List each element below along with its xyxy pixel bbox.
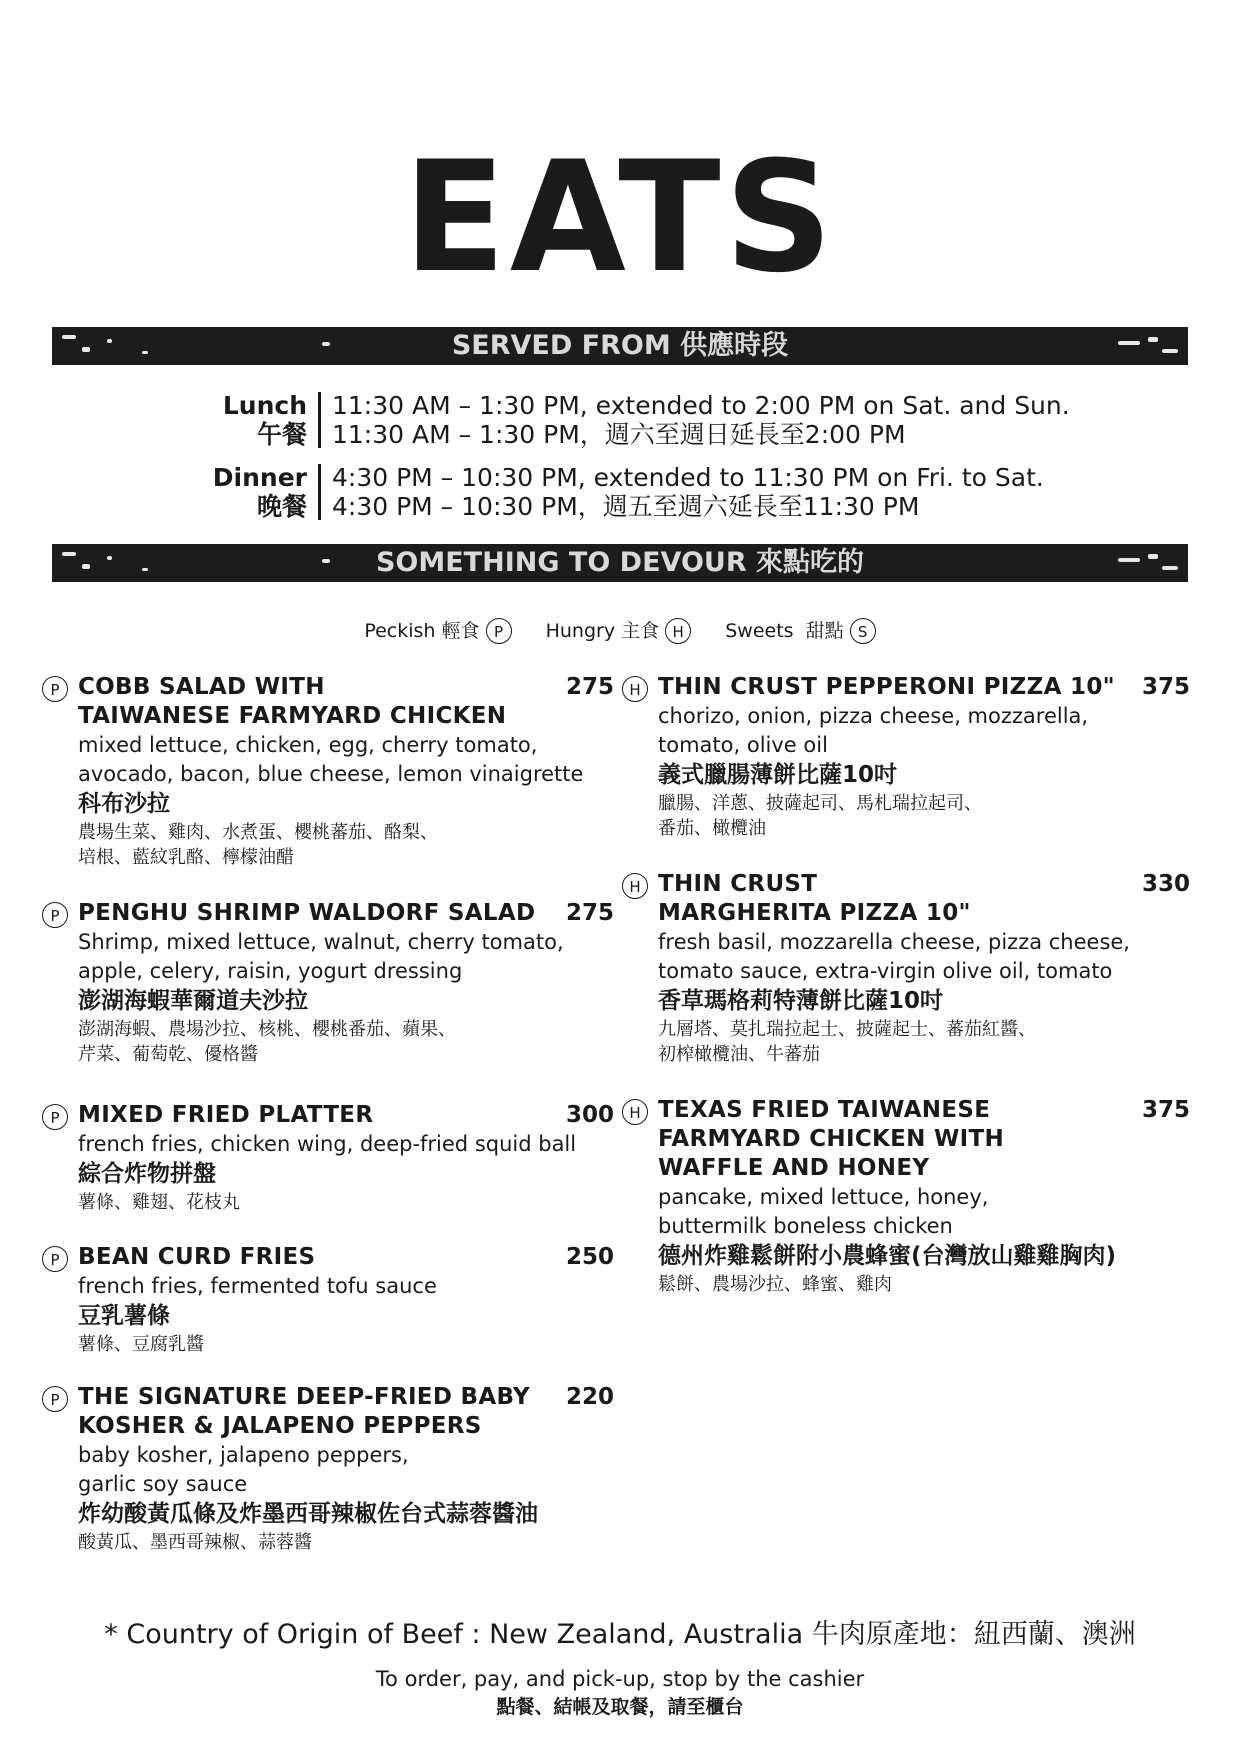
devour-banner [52,544,1188,582]
menu-item-margherita-pizza [622,870,1190,1070]
item-chinese-name: 科布沙拉 [78,791,170,817]
category-legend [0,615,1240,646]
hungry-badge-icon: H [665,618,691,644]
item-description: mixed lettuce, chicken, egg, cherry tomato, avocado, bacon, blue cheese, lemon vinaigrette [78,733,584,786]
item-price: 275 [565,674,614,700]
item-chinese-name: 香草瑪格莉特薄餅比薩10吋 [658,988,944,1014]
legend-hungry-label: Hungry 主食 [545,619,660,642]
menu-item-mixed-fried-platter [42,1101,614,1221]
lunch-hours-zh: 11:30 AM – 1:30 PM，週六至週日延長至2:00 PM [332,420,906,449]
peckish-badge-icon: P [42,676,68,702]
item-chinese-description: 鬆餅、農場沙拉、蜂蜜、雞肉 [658,1274,892,1295]
item-chinese-name: 德州炸雞鬆餅附小農蜂蜜(台灣放山雞雞胸肉) [658,1243,1117,1269]
dinner-hours-zh: 4:30 PM – 10:30 PM，週五至週六延長至11:30 PM [332,492,920,521]
hungry-badge-icon: H [622,873,648,899]
item-name: PENGHU SHRIMP WALDORF SALAD [78,900,536,926]
item-price: 250 [565,1244,614,1270]
item-description: fresh basil, mozzarella cheese, pizza cheese, tomato sauce, extra-virgin olive oil, tomato [658,930,1130,983]
item-price: 275 [565,900,614,926]
item-price: 220 [565,1384,614,1410]
item-description: french fries, chicken wing, deep-fried squid ball [78,1132,577,1156]
item-chinese-description: 臘腸、洋蔥、披薩起司、馬札瑞拉起司、 番茄、橄欖油 [658,793,982,839]
sweets-badge-icon: S [850,618,876,644]
peckish-badge-icon: P [42,902,68,928]
item-chinese-description: 薯條、豆腐乳醬 [78,1334,204,1355]
peckish-badge-icon: P [486,618,512,644]
served-from-title: SERVED FROM 供應時段 [451,330,789,361]
dinner-label-zh: 晚餐 [256,492,307,521]
dinner-hours-en: 4:30 PM – 10:30 PM, extended to 11:30 PM on Fri. to Sat. [332,463,1044,492]
item-name: THIN CRUST PEPPERONI PIZZA 10" [658,674,1115,700]
item-chinese-description: 農場生菜、雞肉、水煮蛋、櫻桃蕃茄、酪梨、 培根、藍紋乳酪、檸檬油醋 [78,822,438,868]
hours-divider [318,392,321,448]
lunch-label-zh: 午餐 [256,420,307,449]
item-chinese-description: 九層塔、莫扎瑞拉起士、披薩起士、蕃茄紅醬、 初榨橄欖油、牛蕃茄 [658,1019,1036,1065]
item-name: TEXAS FRIED TAIWANESE FARMYARD CHICKEN WITH WAFFLE AND HONEY [658,1097,1005,1181]
legend-hungry [546,616,692,646]
item-chinese-name: 炸幼酸黃瓜條及炸墨西哥辣椒佐台式蒜蓉醬油 [78,1501,538,1527]
hungry-badge-icon: H [622,1099,648,1125]
item-price: 375 [1141,1097,1190,1123]
item-description: pancake, mixed lettuce, honey, buttermilk boneless chicken [658,1185,989,1238]
beef-origin-note: * Country of Origin of Beef : New Zealand, Australia 牛肉原產地：紐西蘭、澳洲 [104,1619,1136,1650]
item-name: MIXED FRIED PLATTER [78,1102,374,1128]
item-name: THE SIGNATURE DEEP-FRIED BABY KOSHER & JALAPENO PEPPERS [78,1384,530,1439]
item-description: chorizo, onion, pizza cheese, mozzarella, tomato, olive oil [658,704,1089,757]
menu-item-texas-fried-chicken-waffle [622,1096,1190,1296]
legend-sweets [725,616,875,646]
menu-item-signature-deep-fried-peppers [42,1383,614,1563]
lunch-label-en: Lunch [222,391,307,420]
item-chinese-name: 豆乳薯條 [78,1303,170,1329]
item-chinese-description: 酸黃瓜、墨西哥辣椒、蒜蓉醬 [78,1532,312,1553]
menu-item-penghu-shrimp-salad [42,899,614,1079]
hungry-badge-icon: H [622,676,648,702]
peckish-badge-icon: P [42,1386,68,1412]
item-chinese-name: 義式臘腸薄餅比薩10吋 [658,762,898,788]
peckish-badge-icon: P [42,1104,68,1130]
hours-divider [318,464,321,520]
order-instructions: To order, pay, and pick-up, stop by the cashier [375,1667,865,1691]
item-chinese-name: 澎湖海蝦華爾道夫沙拉 [78,988,308,1014]
menu-item-bean-curd-fries [42,1243,614,1363]
devour-title: SOMETHING TO DEVOUR 來點吃的 [375,547,865,578]
item-chinese-description: 澎湖海蝦、農場沙拉、核桃、櫻桃番茄、蘋果、 芹菜、葡萄乾、優格醬 [78,1019,456,1065]
item-chinese-description: 薯條、雞翅、花枝丸 [78,1192,240,1213]
peckish-badge-icon: P [42,1246,68,1272]
legend-peckish [364,616,511,646]
item-price: 300 [565,1102,614,1128]
item-chinese-name: 綜合炸物拼盤 [78,1161,216,1187]
menu-item-pepperoni-pizza [622,673,1190,843]
served-from-banner [52,327,1188,365]
legend-sweets-label: Sweets 甜點 [725,619,844,642]
item-description: baby kosher, jalapeno peppers, garlic soy sauce [78,1443,409,1496]
item-price: 330 [1141,871,1190,897]
menu-item-cobb-salad [42,673,614,873]
legend-peckish-label: Peckish 輕食 [364,619,480,642]
item-description: french fries, fermented tofu sauce [78,1274,437,1298]
dinner-label-en: Dinner [212,463,307,492]
item-name: COBB SALAD WITH TAIWANESE FARMYARD CHICKEN [78,674,507,729]
order-instructions-zh: 點餐、結帳及取餐，請至櫃台 [496,1696,744,1718]
item-name: THIN CRUST MARGHERITA PIZZA 10" [658,871,971,926]
lunch-hours-en: 11:30 AM – 1:30 PM, extended to 2:00 PM on Sat. and Sun. [332,391,1070,420]
page-title: EATS [403,129,837,307]
item-name: BEAN CURD FRIES [78,1244,316,1270]
item-description: Shrimp, mixed lettuce, walnut, cherry tomato, apple, celery, raisin, yogurt dressing [78,930,564,983]
item-price: 375 [1141,674,1190,700]
